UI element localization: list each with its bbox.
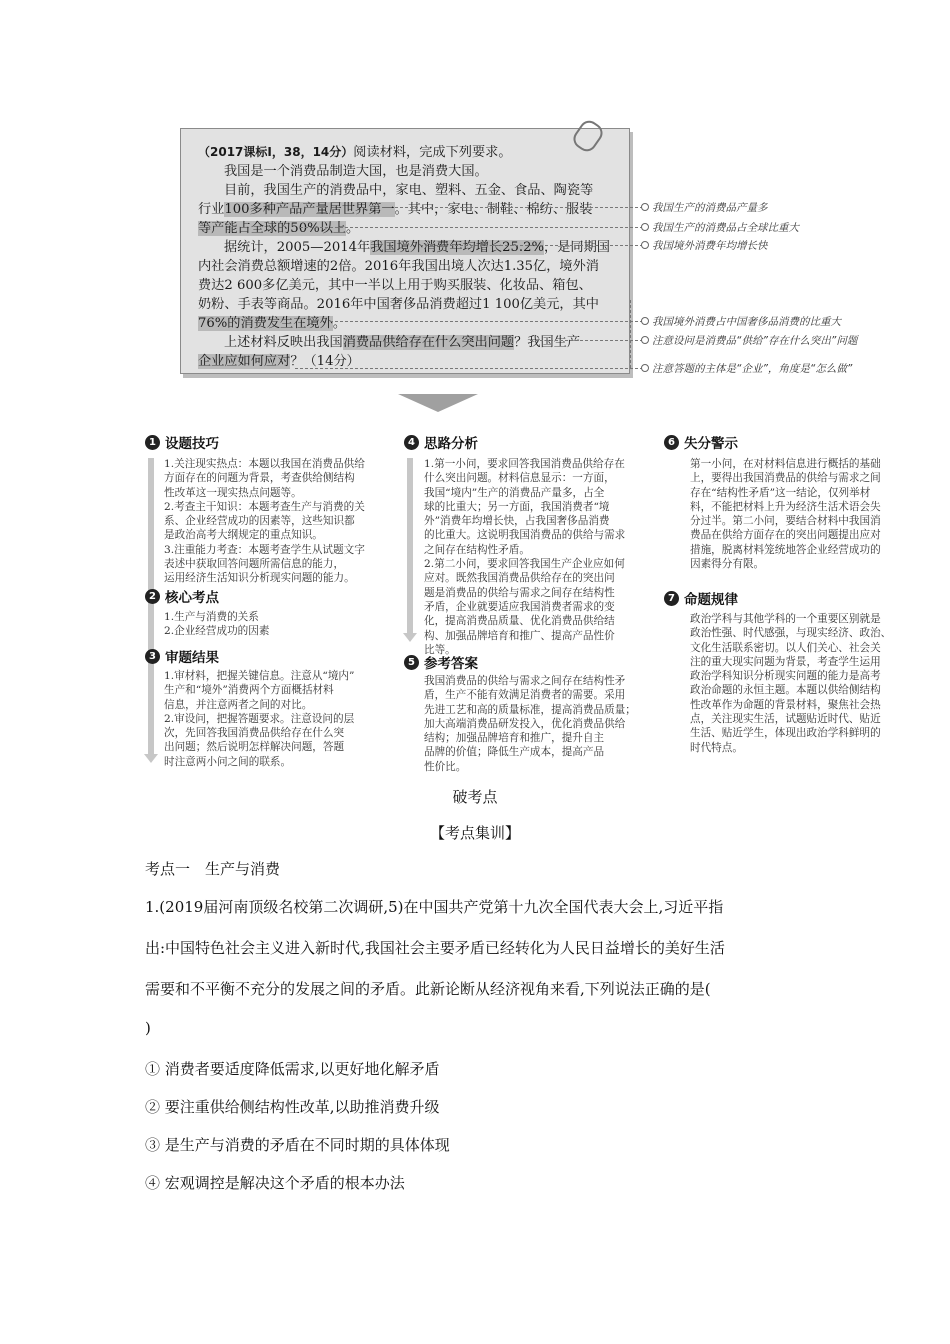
section-text: 1.关注现实热点：本题以我国在消费品供给 方面存在的问题为背景，考查供给侧结构 性改革这一现实热点问题等。 2.考查主干知识：本题考查生产与消费的关 系、企业经营成功的因素等，这些知识都 是政治高考大纲规定的重点知识。 3.注重能力考查：本题考查学生从试题文字 表述中获取回答问题所需信息的能力， 运用经济生活知识分析现实问题的能力。 bbox=[164, 458, 365, 585]
connector-dot-icon bbox=[641, 317, 649, 325]
number-badge-icon: 3 bbox=[145, 649, 160, 664]
question-text: 需要和不平衡不充分的发展之间的矛盾。此新论断从经济视角来看,下列说法正确的是( bbox=[145, 980, 711, 998]
section-text: 1.生产与消费的关系 2.企业经营成功的因素 bbox=[164, 611, 270, 638]
question-text: 1.(2019届河南顶级名校第二次调研,5)在中国共产党第十九次全国代表大会上,习近平指 bbox=[145, 898, 724, 916]
down-arrow-icon bbox=[398, 394, 478, 412]
section-text: 1.第一小问，要求回答我国消费品供给存在 什么突出问题。材料信息显示：一方面， 我国“境内”生产的消费品产量多，占全 球的比重大；另一方面，我国消费者“境 外”消费年均增长快，占我国奢侈品消费 的比重大。这说明我国消费品的供给与需求 之间存在结构性矛盾。 2.第二小问，要求回答我国生产企业应如何 应对。既然我国消费品供给存在的突出问 题是消费品的供给与需求之间存在结构性 矛盾，企业就要适应我国消费者需求的变 化，提高消费品质量、优化消费品供给结 构、加强品牌培育和推广、提高产品性价 比等。 bbox=[424, 458, 626, 656]
section-heading-scoring-warnings: 6 失分警示 bbox=[664, 432, 738, 452]
section-heading-core-points: 2 核心考点 bbox=[145, 586, 219, 606]
section-text: 第一小问，在对材料信息进行概括的基础 上，要得出我国消费品的供给与需求之间 存在“结构性矛盾”这一结论，仅列举材 料，不能把材料上升为经济生活术语会失 分过半。第二小问，要结合材料中我国消 费品在供给方面存在的突出问题提出应对 措施，脱离材料笼统地答企业经营成功的 因素得分有限。 bbox=[690, 458, 881, 571]
section-heading-analysis: 4 思路分析 bbox=[404, 432, 478, 452]
material-line-4: 等产能占全球的50%以上。 bbox=[198, 221, 360, 236]
annotation: 我国境外消费年均增长快 bbox=[652, 240, 768, 252]
option-1: ① 消费者要适度降低需求,以更好地化解矛盾 bbox=[145, 1060, 440, 1078]
material-line-1: 我国是一个消费品制造大国，也是消费大国。 bbox=[224, 164, 488, 179]
flow-bar bbox=[407, 458, 413, 634]
material-line-5: 据统计，2005—2014年我国境外消费年均增长25.2%，是同期国 bbox=[224, 240, 610, 255]
option-4: ④ 宏观调控是解决这个矛盾的根本办法 bbox=[145, 1174, 405, 1192]
material-line-2: 目前，我国生产的消费品中，家电、塑料、五金、食品、陶瓷等 bbox=[224, 183, 594, 198]
connector-line bbox=[530, 340, 643, 341]
section-text: 政治学科与其他学科的一个重要区别就是 政治性强、时代感强，与现实经济、政治、 文化生活联系密切。以人们关心、社会关 注的重大现实问题为背景，考查学生运用 政治学科知识分析现实问题的能力是高考 政治命题的永恒主题。本题以供给侧结构 性改革作为命题的背景材料，聚焦社会热 点，关注现实生活，试题贴近时代、贴近 生活、贴近学生，体现出政治学科鲜明的 时代特点。 bbox=[690, 613, 892, 754]
section-heading-setting-skills: 1 设题技巧 bbox=[145, 432, 219, 452]
connector-dot-icon bbox=[641, 336, 649, 344]
question-source: （2017课标Ⅰ，38，14分） bbox=[198, 145, 354, 159]
section-heading-review-results: 3 审题结果 bbox=[145, 646, 219, 666]
material-line-7: 费达2 600多亿美元，其中一半以上用于购买服装、化妆品、箱包、 bbox=[198, 278, 592, 293]
section-text: 1.审材料，把握关键信息。注意从“境内” 生产和“境外”消费两个方面概括材料 信息，并注意两者之间的对比。 2.审设问，把握答题要求。注意设问的层 次，先回答我国消费品供给存在什么突 出问题；然后说明怎样解决问题，答题 时注意两小问之间的联系。 bbox=[164, 670, 355, 768]
section-text: 我国消费品的供给与需求之间存在结构性矛 盾，生产不能有效满足消费者的需要。采用 先进工艺和高的质量标准，提高消费品质量； 加大高端消费品研发投入，优化消费品供给 结构；加强品牌培育和推广，提升自主 品牌的价值；降低生产成本，提高产品 性价比。 bbox=[424, 675, 636, 773]
key-info-highlight: 100多种产品产量居世界第一 bbox=[224, 202, 395, 217]
section-heading-reference-answer: 5 参考答案 bbox=[404, 652, 478, 672]
connector-line bbox=[300, 227, 643, 228]
connector-line bbox=[630, 300, 631, 368]
number-badge-icon: 5 bbox=[404, 655, 419, 670]
connector-dot-icon bbox=[641, 223, 649, 231]
number-badge-icon: 7 bbox=[664, 591, 679, 606]
number-badge-icon: 2 bbox=[145, 589, 160, 604]
section-heading-question-patterns: 7 命题规律 bbox=[664, 588, 738, 608]
connector-dot-icon bbox=[641, 203, 649, 211]
connector-line bbox=[420, 245, 643, 246]
key-info-highlight: 等产能占全球的50%以上 bbox=[198, 221, 346, 236]
number-badge-icon: 4 bbox=[404, 435, 419, 450]
page-heading: 破考点 bbox=[452, 788, 498, 806]
sub-heading: 【考点集训】 bbox=[429, 824, 520, 842]
annotation: 我国生产的消费品产量多 bbox=[652, 202, 768, 214]
annotation: 注意设问是消费品“供给”存在什么突出”问题 bbox=[652, 335, 858, 347]
material-line-11: 企业应如何应对？（14分） bbox=[198, 354, 360, 369]
question-text: 出:中国特色社会主义进入新时代,我国社会主要矛盾已经转化为人民日益增长的美好生活 bbox=[145, 939, 725, 957]
material-line-3: 行业100多种产品产量居世界第一。其中，家电、制鞋、棉纺、服装 bbox=[198, 202, 593, 217]
option-2: ② 要注重供给侧结构性改革,以助推消费升级 bbox=[145, 1098, 440, 1116]
key-info-highlight: 我国境外消费年均增长25.2% bbox=[370, 240, 545, 255]
number-badge-icon: 6 bbox=[664, 435, 679, 450]
annotation: 注意答题的主体是“企业”，角度是“怎么做” bbox=[652, 363, 853, 375]
material-line-9: 76%的消费发生在境外。 bbox=[198, 316, 346, 331]
number-badge-icon: 1 bbox=[145, 435, 160, 450]
connector-dot-icon bbox=[641, 241, 649, 249]
annotation: 我国境外消费占中国奢侈品消费的比重大 bbox=[652, 316, 841, 328]
question-text: ) bbox=[145, 1019, 151, 1037]
material-line-8: 奶粉、手表等商品。2016年中国奢侈品消费超过1 100亿美元，其中 bbox=[198, 297, 599, 312]
connector-line bbox=[395, 207, 643, 208]
key-info-highlight: 76%的消费发生在境外 bbox=[198, 316, 333, 331]
topic-title: 考点一 生产与消费 bbox=[145, 860, 281, 878]
connector-dot-icon bbox=[641, 364, 649, 372]
annotation: 我国生产的消费品占全球比重大 bbox=[652, 222, 799, 234]
material-line-0: （2017课标Ⅰ，38，14分）阅读材料，完成下列要求。 bbox=[198, 145, 512, 160]
key-info-highlight: 消费品供给存在什么突出问题 bbox=[342, 335, 515, 350]
key-info-highlight: 企业应如何应对 bbox=[198, 354, 291, 369]
option-3: ③ 是生产与消费的矛盾在不同时期的具体体现 bbox=[145, 1136, 450, 1154]
material-line-10: 上述材料反映出我国消费品供给存在什么突出问题？我国生产 bbox=[224, 335, 581, 350]
connector-line bbox=[295, 368, 643, 369]
connector-line bbox=[330, 321, 643, 322]
flow-bar bbox=[148, 458, 154, 755]
material-line-6: 内社会消费总额增速的2倍。2016年我国出境人次达1.35亿，境外消 bbox=[198, 259, 599, 274]
